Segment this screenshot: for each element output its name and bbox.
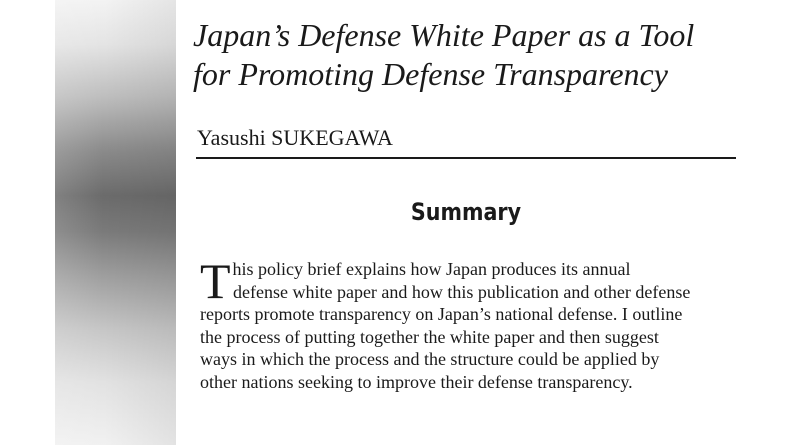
summary-abstract [200, 253, 760, 394]
drop-cap: T [200, 253, 231, 309]
title-line-1: Japan’s Defense White Paper as a Tool [193, 17, 695, 53]
abstract-line-2: defense white paper and how this publication and other defense [233, 281, 691, 302]
abstract-line-4: the process of putting together the white paper and then suggest [200, 326, 659, 347]
summary-heading: Summary [410, 198, 522, 226]
author-name: Yasushi SUKEGAWA [197, 125, 393, 150]
abstract-line-1: his policy brief explains how Japan produces its annual [232, 259, 631, 279]
abstract-line-5: ways in which the process and the structure could be applied by [200, 349, 660, 370]
title-line-2: for Promoting Defense Transparency [193, 56, 668, 92]
abstract-line-3: reports promote transparency on Japan’s national defense. I outline [200, 304, 683, 325]
title-divider [196, 157, 736, 159]
abstract-line-6: other nations seeking to improve their defense transparency. [200, 371, 633, 392]
paper-title [193, 16, 783, 94]
decorative-gradient-bar [55, 0, 176, 445]
